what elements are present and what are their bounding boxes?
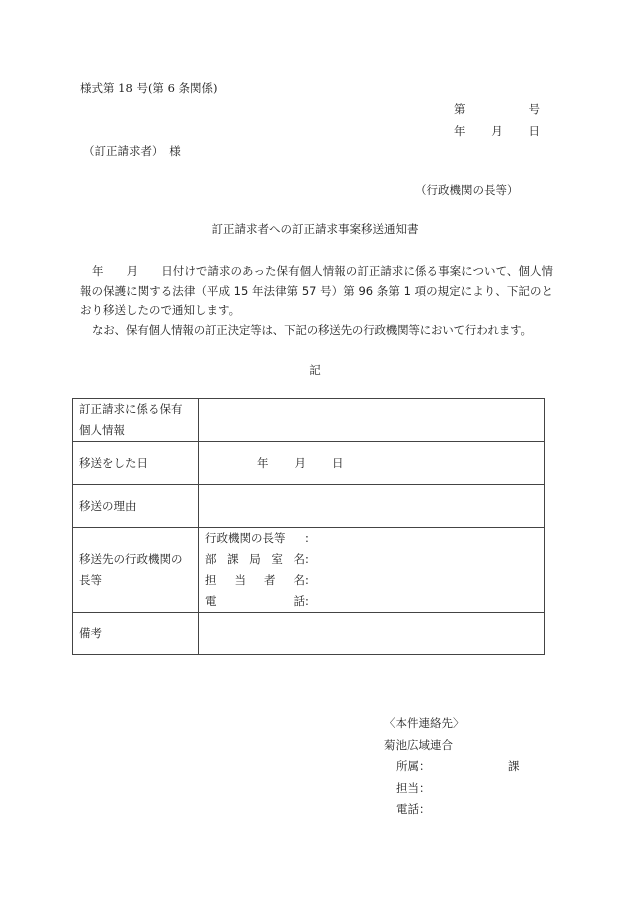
document-number <box>454 101 540 117</box>
destination-line-sep: : <box>305 573 309 587</box>
destination-line-sep: : <box>305 531 309 545</box>
row-label-remarks: 備考 <box>73 613 199 655</box>
row-value-info <box>199 399 545 442</box>
contact-block <box>384 713 520 821</box>
doc-no-label: 第 <box>454 102 466 116</box>
document-title: 訂正請求者への訂正請求事案移送通知書 <box>211 222 419 236</box>
row-value-transfer-date <box>199 442 545 485</box>
table-row <box>73 399 545 442</box>
contact-dept-suffix: 課 <box>508 759 520 773</box>
transfer-day: 日 <box>332 456 344 470</box>
document-date <box>454 123 540 139</box>
table-row <box>73 613 545 655</box>
row-value-reason <box>199 485 545 528</box>
contact-heading: 〈本件連絡先〉 <box>384 716 465 730</box>
doc-no-suffix: 号 <box>528 102 540 116</box>
contact-phone: 電話： <box>396 802 431 816</box>
date-day: 日 <box>528 124 540 138</box>
contact-dept-label: 所属： <box>396 759 431 773</box>
body-text <box>80 262 553 340</box>
destination-line <box>205 528 538 549</box>
transfer-table <box>72 398 545 655</box>
transfer-month: 月 <box>294 456 306 470</box>
destination-line <box>205 549 538 570</box>
destination-line-key: 行政機関の長等 <box>205 531 286 545</box>
body-paragraph-2: なお、保有個人情報の訂正決定等は、下記の移送先の行政機関等において行われます。 <box>92 322 532 337</box>
row-label-destination: 移送先の行政機関の長等 <box>73 528 199 613</box>
ki-label: 記 <box>309 363 321 377</box>
date-month: 月 <box>491 124 503 138</box>
contact-dept <box>384 756 520 778</box>
table-row <box>73 485 545 528</box>
form-number: 様式第 18 号(第 6 条関係) <box>80 81 218 95</box>
contact-org: 菊池広域連合 <box>384 737 453 752</box>
destination-line <box>205 570 538 591</box>
destination-line-sep: : <box>305 552 309 566</box>
destination-line-key: 部 課 局 室 名 <box>205 552 305 566</box>
sender: （行政機関の長等） <box>415 183 519 197</box>
table-row <box>73 528 545 613</box>
table-row <box>73 442 545 485</box>
row-value-remarks <box>199 613 545 655</box>
transfer-year: 年 <box>257 456 269 470</box>
recipient: （訂正請求者） 様 <box>83 144 181 158</box>
body-paragraph-1: 年 月 日付けで請求のあった保有個人情報の訂正請求に係る事案について、個人情報の保護に関する法律（平成 15 年法律第 57 号）第 96 条第 1 項の規定により、下記のとおり移送したので通知します。 <box>80 264 553 317</box>
date-year: 年 <box>454 124 466 138</box>
row-label-info: 訂正請求に係る保有個人情報 <box>73 399 199 442</box>
destination-line-sep: : <box>305 594 309 608</box>
row-label-reason: 移送の理由 <box>73 485 199 528</box>
destination-line <box>205 591 538 612</box>
destination-line-key: 担 当 者 名 <box>205 573 305 587</box>
row-label-transfer-date: 移送をした日 <box>73 442 199 485</box>
contact-person: 担当： <box>396 780 431 795</box>
row-value-destination <box>199 528 545 613</box>
destination-line-key: 電 話 <box>205 594 305 608</box>
